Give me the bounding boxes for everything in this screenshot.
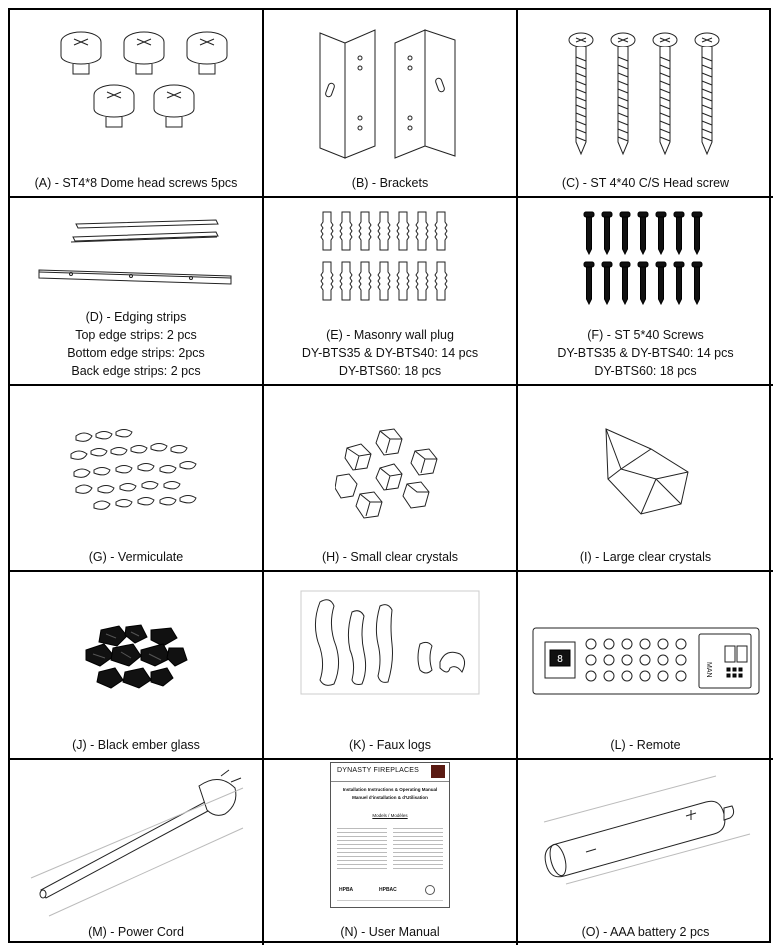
part-c-caption: (C) - ST 4*40 C/S Head screw xyxy=(561,176,730,190)
ember-glass-icon xyxy=(81,622,191,702)
part-n-caption: (N) - User Manual xyxy=(340,925,440,939)
part-a-caption: (A) - ST4*8 Dome head screws 5pcs xyxy=(34,176,238,190)
manual-text-block-2 xyxy=(393,825,443,869)
manual-logo-hpbac: HPBAC xyxy=(379,887,397,893)
manual-models: Models / Modèles xyxy=(372,813,408,818)
cs-head-screws-icon xyxy=(561,32,731,162)
large-crystal-icon xyxy=(596,424,696,519)
parts-grid xyxy=(8,8,771,943)
part-d-caption: (D) - Edging strips Top edge strips: 2 pcs Bottom edge strips: 2pcs Back edge strips: 2 pcs xyxy=(67,310,205,378)
part-l-caption: (L) - Remote xyxy=(610,738,681,752)
part-o-cell xyxy=(518,760,773,945)
part-e-caption: (E) - Masonry wall plug DY-BTS35 & DY-BTS40: 14 pcs DY-BTS60: 18 pcs xyxy=(301,328,479,378)
part-h-caption: (H) - Small clear crystals xyxy=(321,550,459,564)
user-manual-icon xyxy=(330,762,450,908)
manual-logo-hpba: HPBA xyxy=(339,887,354,893)
part-g-cell xyxy=(10,386,264,572)
screws-icon xyxy=(581,210,711,310)
part-b-cell xyxy=(264,10,518,198)
part-l-cell xyxy=(518,572,773,760)
part-f-caption: (F) - ST 5*40 Screws DY-BTS35 & DY-BTS40: 14 pcs DY-BTS60: 18 pcs xyxy=(557,328,734,378)
part-i-caption: (I) - Large clear crystals xyxy=(579,550,712,564)
vermiculite-icon xyxy=(66,426,206,516)
manual-title-fr: Manuel d'installation & d'Utilisation xyxy=(352,795,428,800)
remote-display: 8 xyxy=(556,654,563,665)
part-e-cell xyxy=(264,198,518,386)
part-c-cell xyxy=(518,10,773,198)
manual-brand: DYNASTY FIREPLACES xyxy=(337,767,420,774)
power-cord-icon xyxy=(21,768,251,918)
brackets-icon xyxy=(315,28,465,163)
faux-logs-icon xyxy=(300,590,480,695)
edging-strips-icon xyxy=(31,202,241,302)
part-k-cell xyxy=(264,572,518,760)
fireplace-icon xyxy=(431,765,445,778)
part-m-cell xyxy=(10,760,264,945)
certification-icon xyxy=(425,885,435,895)
part-j-cell xyxy=(10,572,264,760)
part-i-cell xyxy=(518,386,773,572)
wall-plugs-icon xyxy=(315,210,465,310)
part-j-caption: (J) - Black ember glass xyxy=(72,738,200,752)
part-d-cell xyxy=(10,198,264,386)
dome-head-screws-icon xyxy=(36,18,236,148)
battery-icon xyxy=(536,774,756,894)
remote-side-label: MAN xyxy=(704,662,712,678)
remote-icon xyxy=(531,626,761,696)
part-o-caption: (O) - AAA battery 2 pcs xyxy=(581,925,710,939)
part-k-caption: (K) - Faux logs xyxy=(349,738,431,752)
manual-title-en: Installation Instructions & Operating Manual xyxy=(342,787,438,792)
part-m-caption: (M) - Power Cord xyxy=(88,925,184,939)
part-b-caption: (B) - Brackets xyxy=(351,176,429,190)
small-crystals-icon xyxy=(335,426,445,526)
part-n-cell xyxy=(264,760,518,945)
part-h-cell xyxy=(264,386,518,572)
part-f-cell xyxy=(518,198,773,386)
manual-text-block xyxy=(337,825,387,869)
part-a-cell xyxy=(10,10,264,198)
part-g-caption: (G) - Vermiculate xyxy=(88,550,184,564)
